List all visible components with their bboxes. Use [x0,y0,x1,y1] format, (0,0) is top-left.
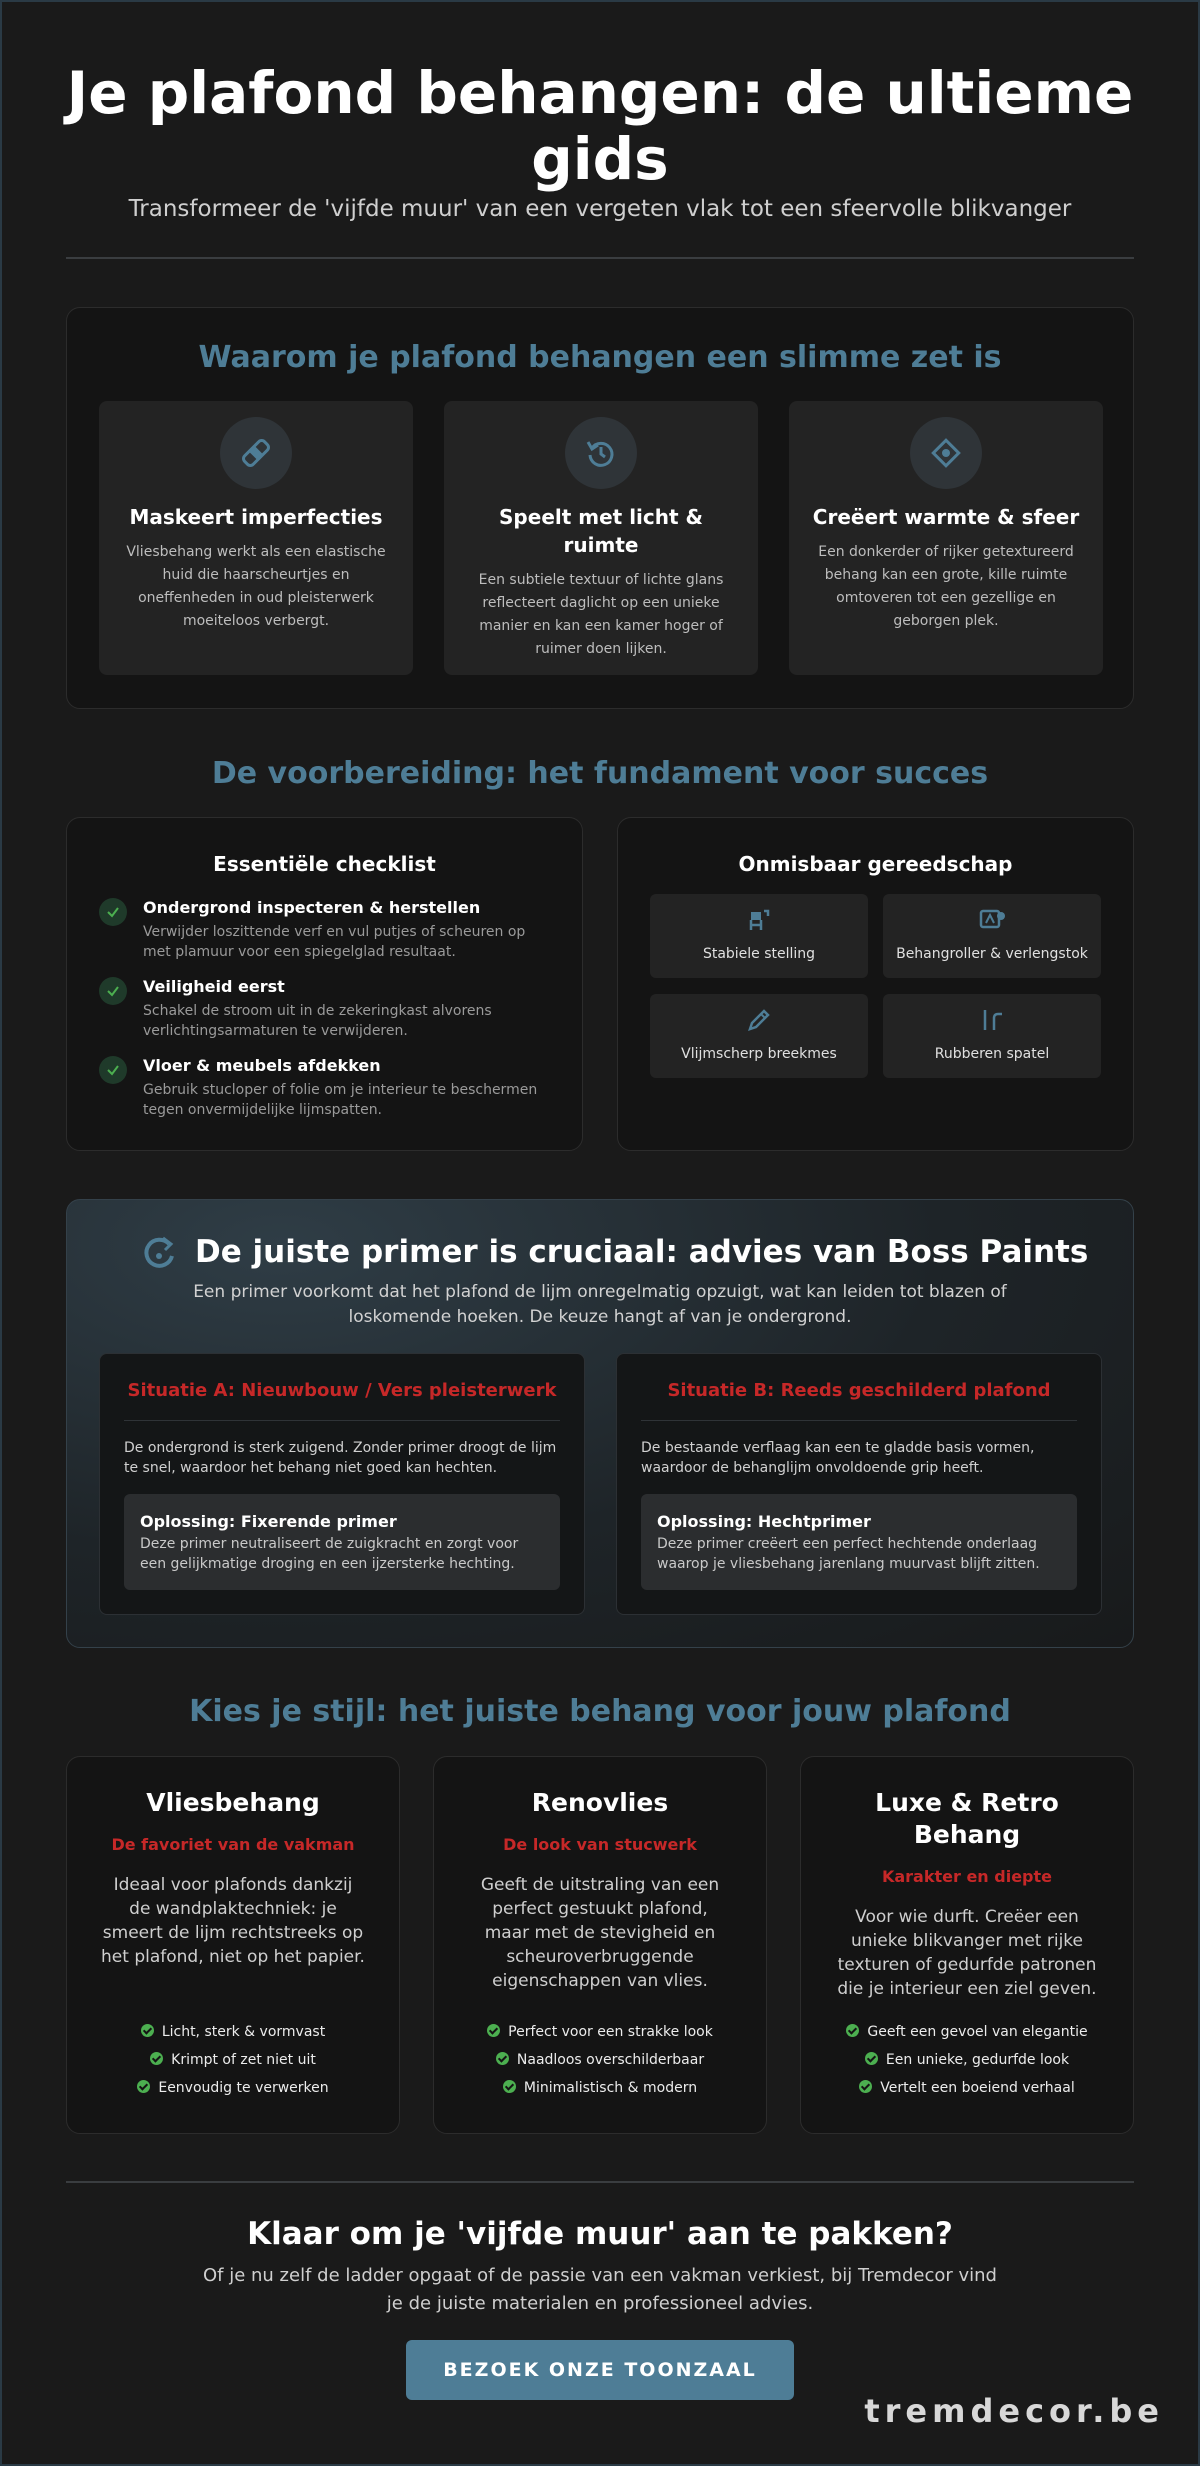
solution-text: Deze primer neutraliseert de zuigkracht en zorgt voor een gelijkmatige droging en een ijzersterke hechting. [140,1536,519,1572]
why-card [444,401,758,675]
check-icon [99,898,127,926]
tool-card [650,894,868,978]
refresh-icon [139,1232,179,1272]
checklist-item-text: Schakel de stroom uit in de zekeringkast alvorens verlichtingsarmaturen te verwijderen. [143,1003,492,1039]
feature-item: Vertelt een boeiend verhaal [801,2080,1133,2096]
check-icon [99,1056,127,1084]
checklist-item [99,1056,552,1116]
why-card [99,401,413,675]
divider [66,257,1134,259]
tool-label: Rubberen spatel [934,1046,1050,1062]
why-card-text: Vliesbehang werkt als een elastische huid die haarscheurtjes en oneffenheden in oud pleisterwerk moeiteloos verbergt. [126,544,386,629]
situation-text: De bestaande verflaag kan een te gladde basis vormen, waardoor de behanglijm onvoldoende grip heeft. [641,1440,1035,1476]
knife-icon [650,1006,868,1036]
feature-item: Eenvoudig te verwerken [67,2080,399,2096]
primer-title: De juiste primer is cruciaal: advies van Boss Paints [195,1234,1089,1270]
why-card-text: Een subtiele textuur of lichte glans reflecteert daglicht op een unieke manier en kan een kamer hoger of ruimer doen lijken. [478,572,724,657]
primer-intro: Een primer voorkomt dat het plafond de lijm onregelmatig opzuigt, wat kan leiden tot blazen of loskomende hoeken. De keuze hangt af van je ondergrond. [193,1282,1007,1327]
page-title: Je plafond behangen: de ultieme gids [66,59,1134,193]
feature-item: Krimpt of zet niet uit [67,2052,399,2068]
checklist-item-title: Ondergrond inspecteren & herstellen [143,898,481,917]
tool-card [650,994,868,1078]
spatula-icon [883,1006,1101,1036]
style-tag: Karakter en diepte [881,1867,1053,1886]
feature-item: Licht, sterk & vormvast [67,2024,399,2040]
check-circle-icon [846,2024,859,2037]
tool-label: Stabiele stelling [702,946,816,962]
why-card [789,401,1103,675]
feature-item: Geeft een gevoel van elegantie [801,2024,1133,2040]
style-description: Ideaal voor plafonds dankzij de wandplaktechniek: je smeert de lijm rechtstreeks op het plafond, niet op het papier. [101,1875,365,1967]
feature-item: Een unieke, gedurfde look [801,2052,1133,2068]
style-tag: De favoriet van de vakman [111,1835,355,1854]
tool-card [883,994,1101,1078]
checklist-item [99,977,552,1037]
why-card-title: Creëert warmte & sfeer [812,505,1080,529]
divider [66,2181,1134,2183]
scaffold-icon [650,906,868,936]
check-icon [99,977,127,1005]
prep-title: De voorbereiding: het fundament voor succes [211,756,989,791]
style-name: Renovlies [531,1788,669,1817]
why-card-title: Speelt met licht & ruimte [499,505,703,557]
check-circle-icon [859,2080,872,2093]
style-description: Geeft de uitstraling van een perfect gestuukt plafond, maar met de stevigheid en scheuroverbruggende eigenschappen van vlies. [480,1875,720,1991]
check-circle-icon [487,2024,500,2037]
situation-card [616,1353,1102,1615]
style-description: Voor wie durft. Creëer een unieke blikvanger met rijke texturen of gedurfde patronen die je interieur een ziel geven. [837,1907,1097,1999]
paint-roller-icon [883,906,1101,936]
solution-title: Oplossing: Fixerende primer [140,1512,397,1531]
checklist-item-title: Veiligheid eerst [143,977,285,996]
tools-title: Onmisbaar gereedschap [738,852,1013,876]
solution-text: Deze primer creëert een perfect hechtende onderlaag waarop je vliesbehang jarenlang muurvast blijft zitten. [657,1536,1040,1572]
feature-item: Minimalistisch & modern [434,2080,766,2096]
solution-box [124,1494,560,1590]
why-card-text: Een donkerder of rijker getextureerd behang kan een grote, kille ruimte omtoveren tot een gezellige en geborgen plek. [818,544,1074,629]
check-circle-icon [496,2052,509,2065]
tool-label: Vlijmscherp breekmes [681,1046,837,1062]
check-circle-icon [865,2052,878,2065]
diamond-icon [910,417,982,489]
check-circle-icon [503,2080,516,2093]
style-card [433,1756,767,2134]
page-subtitle: Transformeer de 'vijfde muur' van een vergeten vlak tot een sfeervolle blikvanger [128,196,1072,222]
style-name: Vliesbehang [146,1788,320,1817]
solution-box [641,1494,1077,1590]
cta-title: Klaar om je 'vijfde muur' aan te pakken? [247,2216,953,2252]
check-circle-icon [150,2052,163,2065]
why-card-title: Maskeert imperfecties [129,505,383,529]
feature-item: Perfect voor een strakke look [434,2024,766,2040]
why-title: Waarom je plafond behangen een slimme zet is [198,340,1002,375]
checklist-item-text: Verwijder loszittende verf en vul putjes of scheuren op met plamuur voor een spiegelglad resultaat. [143,924,526,960]
situation-title: Situatie A: Nieuwbouw / Vers pleisterwerk [127,1380,557,1401]
why-section [66,307,1134,709]
cta-text: Of je nu zelf de ladder opgaat of de passie van een vakman verkiest, bij Tremdecor vind je de juiste materialen en professioneel advies. [203,2265,997,2314]
bandage-icon [220,417,292,489]
refresh-icon [565,417,637,489]
style-card [66,1756,400,2134]
primer-section [66,1199,1134,1648]
divider [641,1420,1077,1421]
situation-title: Situatie B: Reeds geschilderd plafond [667,1380,1051,1401]
situation-card [99,1353,585,1615]
divider [124,1420,560,1421]
checklist-item-text: Gebruik stucloper of folie om je interieur te beschermen tegen onvermijdelijke lijmspatten. [143,1082,538,1118]
check-circle-icon [141,2024,154,2037]
style-tag: De look van stucwerk [503,1835,697,1854]
checklist-item [99,898,552,958]
style-name: Luxe & Retro Behang [875,1788,1059,1849]
check-circle-icon [137,2080,150,2093]
tool-card [883,894,1101,978]
styles-title: Kies je stijl: het juiste behang voor jouw plafond [189,1694,1011,1729]
tool-label: Behangroller & verlengstok [896,946,1088,962]
solution-title: Oplossing: Hechtprimer [657,1512,871,1531]
feature-item: Naadloos overschilderbaar [434,2052,766,2068]
visit-showroom-button[interactable]: BEZOEK ONZE TOONZAAL [406,2340,794,2400]
checklist-title: Essentiële checklist [213,852,436,876]
situation-text: De ondergrond is sterk zuigend. Zonder primer droogt de lijm te snel, waardoor het behang niet goed kan hechten. [124,1440,557,1476]
checklist-panel [66,817,583,1151]
checklist-item-title: Vloer & meubels afdekken [143,1056,381,1075]
style-card [800,1756,1134,2134]
tools-panel [617,817,1134,1151]
brand-logo: tremdecor.be [864,2392,1164,2430]
